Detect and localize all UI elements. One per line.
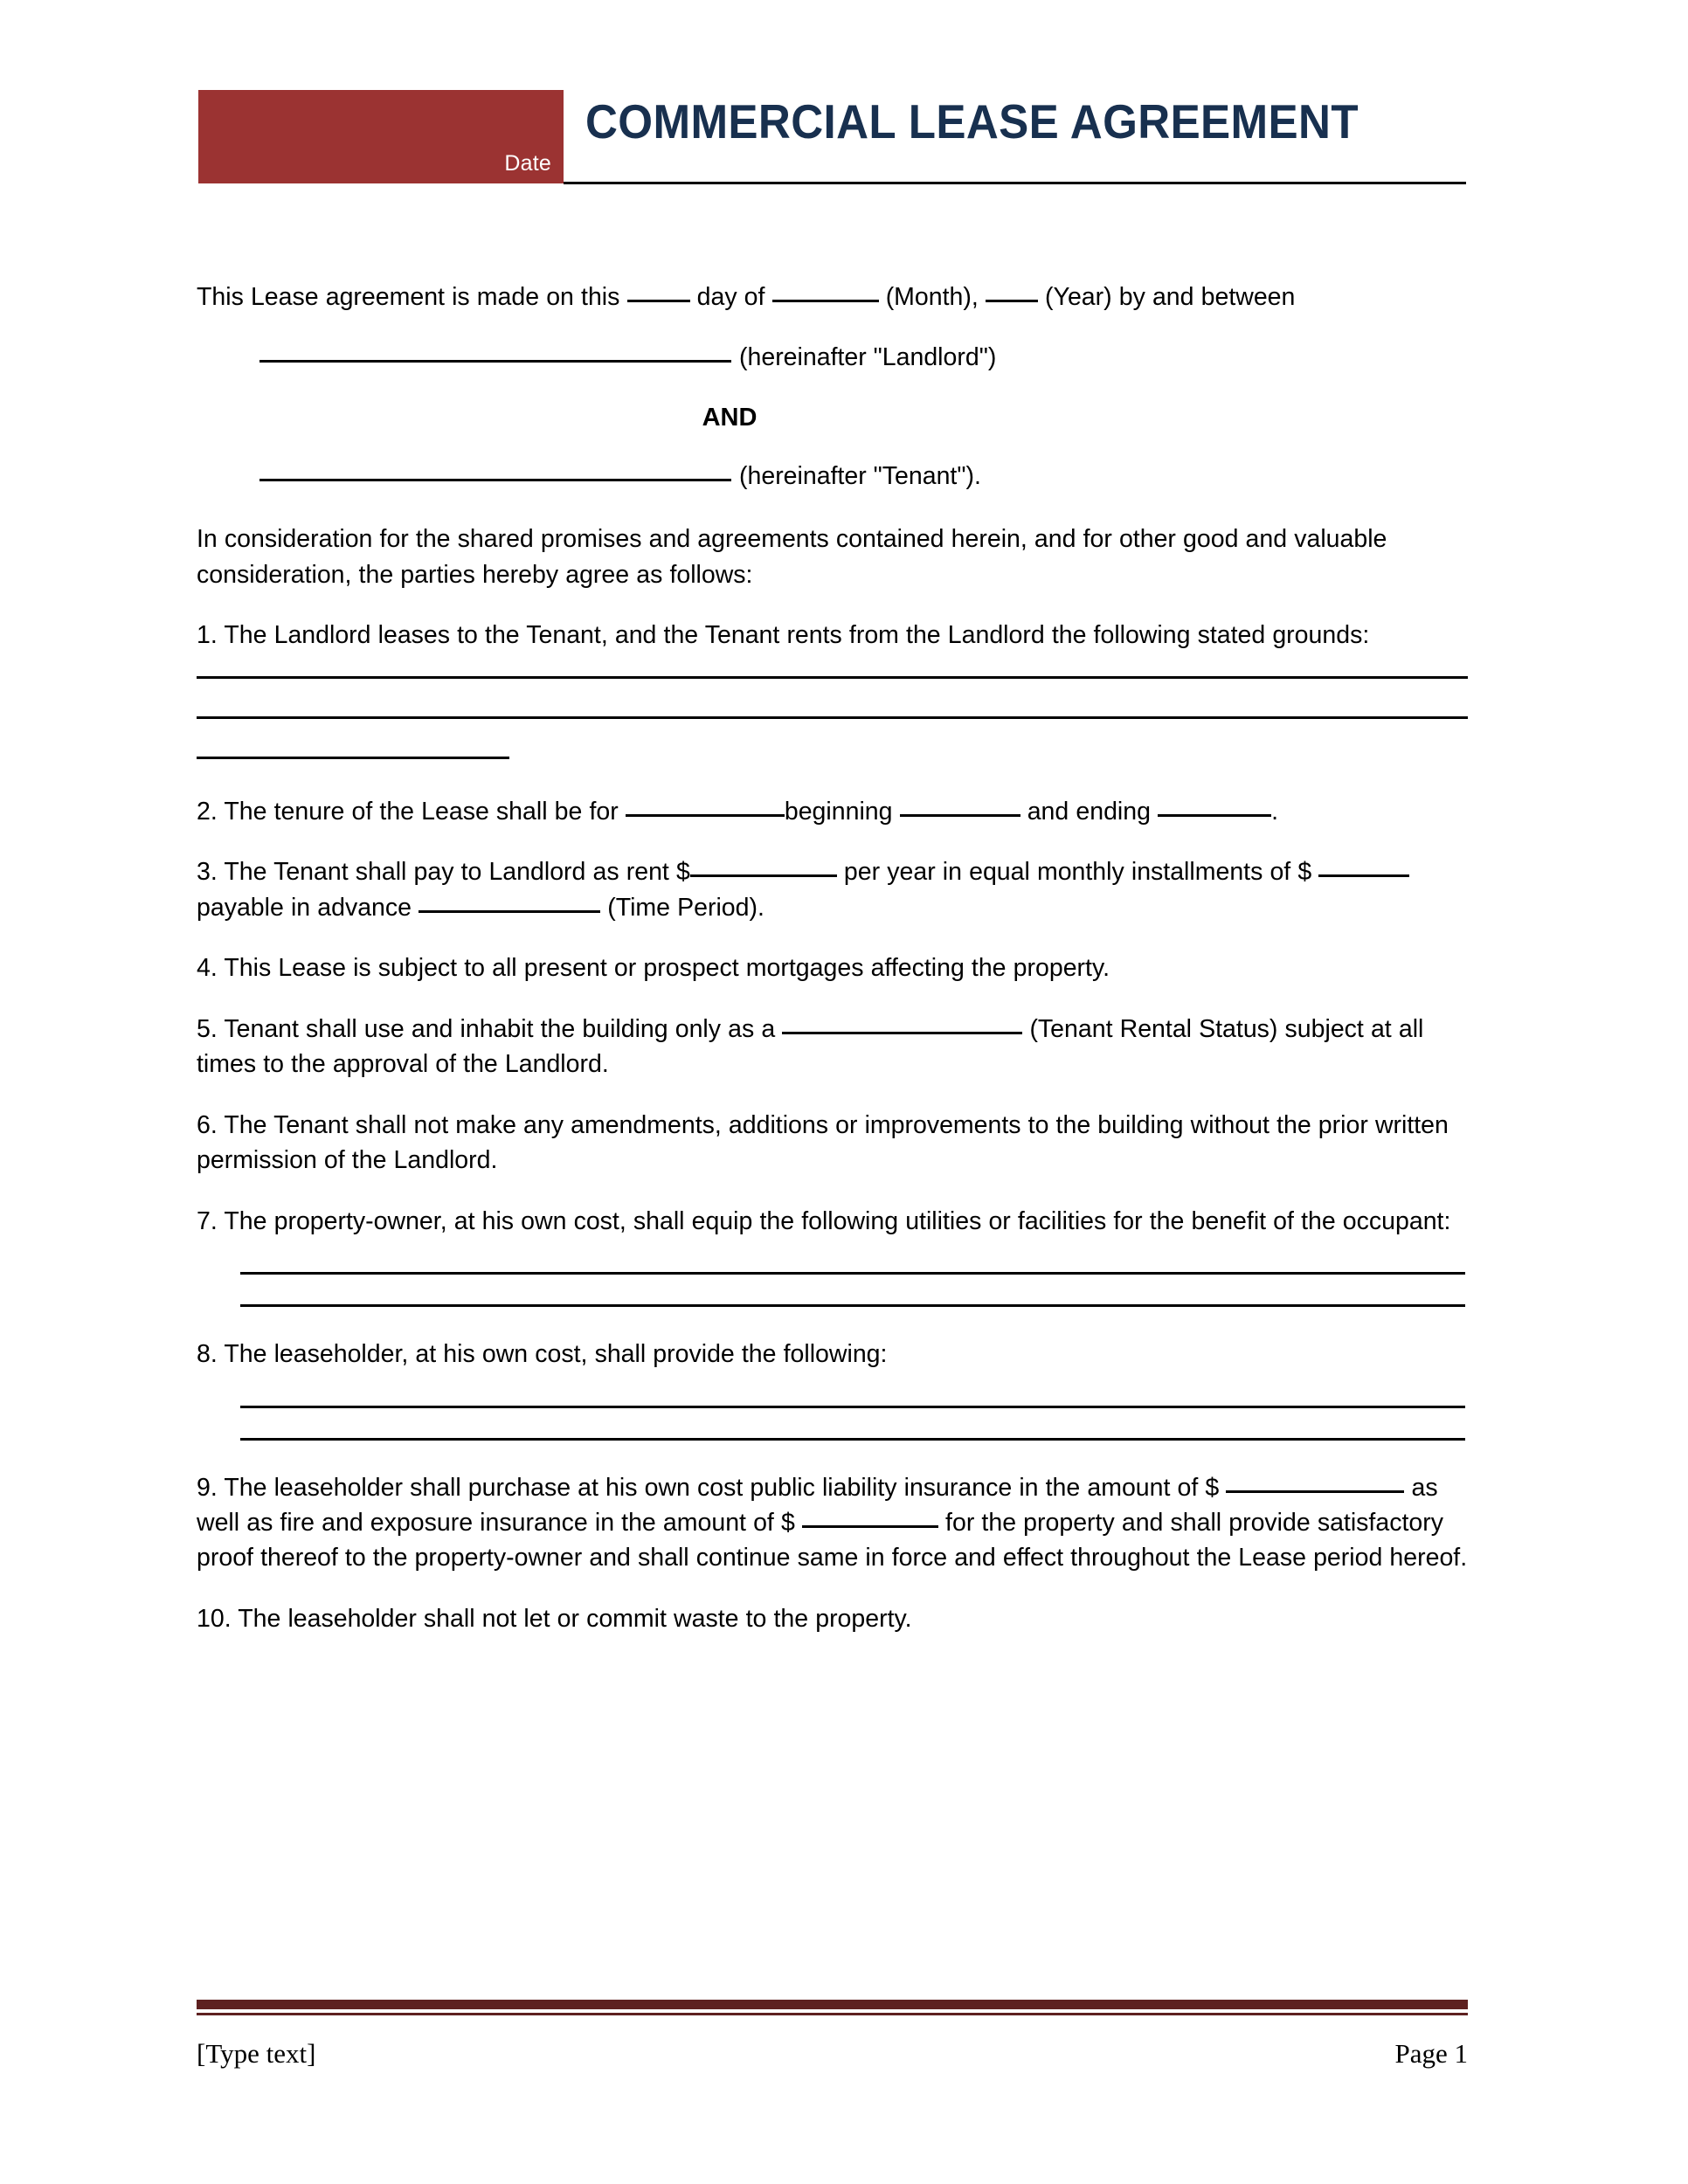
document-header bbox=[0, 0, 1688, 201]
intro-date-line bbox=[197, 280, 1472, 314]
clause-3-mid2: payable in advance bbox=[197, 893, 419, 922]
clause-5-prefix: 5. Tenant shall use and inhabit the building only as a bbox=[197, 1014, 783, 1043]
intro-text-b: day of bbox=[689, 283, 772, 311]
year-blank[interactable] bbox=[986, 282, 1038, 302]
tenant-line-row bbox=[197, 459, 1472, 494]
installment-blank[interactable] bbox=[1318, 857, 1409, 877]
clause-7-blank-line-1[interactable] bbox=[240, 1272, 1465, 1275]
clause-1-blank-line-2[interactable] bbox=[197, 716, 1468, 719]
month-blank[interactable] bbox=[772, 282, 879, 302]
clause-2 bbox=[197, 794, 1472, 829]
clause-7: 7. The property-owner, at his own cost, shall equip the following utilities or facilities for the benefit of the occupant: bbox=[197, 1206, 1451, 1235]
liability-amount-blank[interactable] bbox=[1226, 1473, 1404, 1493]
clause-1-blank-line-1[interactable] bbox=[197, 676, 1468, 679]
clause-9 bbox=[197, 1470, 1472, 1576]
clause-7-spacer bbox=[197, 1239, 1472, 1272]
and-separator: AND bbox=[702, 403, 758, 432]
footer-divider-thick bbox=[197, 2000, 1468, 2009]
date-label: Date bbox=[504, 151, 551, 176]
header-divider bbox=[564, 182, 1466, 184]
clause-3-prefix: 3. The Tenant shall pay to Landlord as rent $ bbox=[197, 858, 690, 887]
footer-text-row bbox=[197, 2038, 1468, 2070]
clause-8-blank-line-1[interactable] bbox=[240, 1406, 1465, 1408]
consideration-paragraph: In consideration for the shared promises and agreements contained herein, and for other good and valuable consideration, the parties hereby agree as follows: bbox=[197, 525, 1387, 589]
clause-8-blank-line-2[interactable] bbox=[240, 1438, 1465, 1441]
clause-3-mid1: per year in equal monthly installments of $ bbox=[836, 858, 1319, 887]
footer-left-text[interactable]: [Type text] bbox=[197, 2038, 316, 2069]
clause-4: 4. This Lease is subject to all present or prospect mortgages affecting the property. bbox=[197, 954, 1110, 983]
clause-2-mid1: beginning bbox=[784, 797, 900, 826]
clause-7-blank-lines bbox=[197, 1272, 1472, 1307]
clause-1-blank-line-3[interactable] bbox=[197, 757, 509, 759]
document-body bbox=[197, 280, 1472, 1662]
clause-9-prefix: 9. The leaseholder shall purchase at his own cost public liability insurance in the amount of $ bbox=[197, 1473, 1227, 1502]
landlord-name-blank[interactable] bbox=[259, 342, 731, 363]
clause-9-mid1: as well as fire and exposure insurance in the amount of $ bbox=[197, 1473, 1438, 1537]
intro-text-d: (Year) by and between bbox=[1037, 283, 1296, 311]
intro-text-a: This Lease agreement is made on this bbox=[197, 283, 627, 311]
footer-page-number: Page 1 bbox=[1394, 2038, 1468, 2069]
clause-3 bbox=[197, 854, 1472, 925]
end-date-blank[interactable] bbox=[1158, 797, 1271, 817]
tenant-rental-status-blank[interactable] bbox=[782, 1014, 1022, 1034]
intro-text-c: (Month), bbox=[878, 283, 986, 311]
time-period-blank[interactable] bbox=[419, 893, 600, 913]
landlord-line-row bbox=[197, 340, 1472, 375]
fire-amount-blank[interactable] bbox=[802, 1508, 938, 1528]
tenant-caption: (hereinafter "Tenant"). bbox=[739, 461, 981, 490]
day-blank[interactable] bbox=[627, 282, 690, 302]
clause-6: 6. The Tenant shall not make any amendments, additions or improvements to the building without the prior written permission of the Landlord. bbox=[197, 1110, 1449, 1175]
annual-rent-blank[interactable] bbox=[690, 857, 837, 877]
clause-9-suffix: for the property and shall provide satisfactory proof thereof to the property-owner and shall continue same in force and effect throughout the Lease period hereof. bbox=[197, 1508, 1468, 1572]
clause-8-blank-lines bbox=[197, 1406, 1472, 1441]
clause-7-blank-line-2[interactable] bbox=[240, 1304, 1465, 1307]
tenure-blank[interactable] bbox=[626, 797, 785, 817]
clause-2-mid2: and ending bbox=[1020, 797, 1159, 826]
clause-5 bbox=[197, 1012, 1472, 1082]
begin-date-blank[interactable] bbox=[900, 797, 1020, 817]
clause-5-suffix: (Tenant Rental Status) subject at all times to the approval of the Landlord. bbox=[197, 1014, 1424, 1079]
document-footer bbox=[197, 2000, 1468, 2070]
footer-divider-thin bbox=[197, 2013, 1468, 2015]
clause-2-suffix: . bbox=[1271, 797, 1279, 826]
clause-10: 10. The leaseholder shall not let or commit waste to the property. bbox=[197, 1604, 912, 1633]
tenant-name-blank[interactable] bbox=[259, 461, 731, 481]
page-title: COMMERCIAL LEASE AGREEMENT bbox=[585, 94, 1359, 149]
clause-3-suffix: (Time Period). bbox=[600, 893, 764, 922]
date-box bbox=[198, 90, 564, 183]
clause-8: 8. The leaseholder, at his own cost, shall provide the following: bbox=[197, 1340, 888, 1369]
clause-1: 1. The Landlord leases to the Tenant, and the Tenant rents from the Landlord the following stated grounds: bbox=[197, 621, 1370, 650]
clause-2-prefix: 2. The tenure of the Lease shall be for bbox=[197, 797, 626, 826]
clause-8-spacer bbox=[197, 1372, 1472, 1406]
landlord-caption: (hereinafter "Landlord") bbox=[739, 343, 997, 372]
